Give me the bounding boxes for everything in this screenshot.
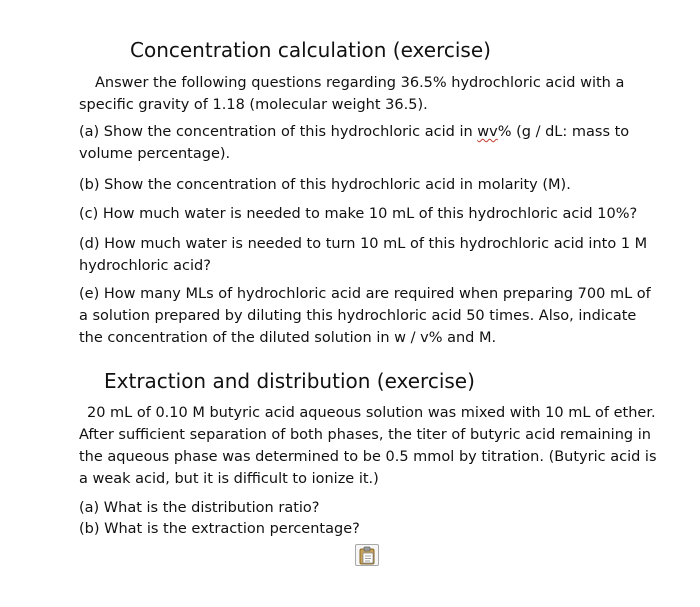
question-a-text-end: % (g / dL: mass to volume percentage). bbox=[79, 124, 630, 162]
section-title-extraction: Extraction and distribution (exercise) bbox=[104, 369, 475, 393]
question-e-dilution: (e) How many MLs of hydrochloric acid are required when preparing 700 mL of a solution prepared by diluting this hydrochloric acid 50 times. Also, indicate the concentration of the diluted solution in w / v% and M. bbox=[79, 286, 651, 346]
question-distribution-ratio: (a) What is the distribution ratio? bbox=[79, 500, 320, 516]
question-a-wv-percent bbox=[79, 121, 664, 165]
concentration-intro: Answer the following questions regarding 36.5% hydrochloric acid with a specific gravity of 1.18 (molecular weight 36.5). bbox=[79, 75, 625, 113]
question-d-water-1m: (d) How much water is needed to turn 10 mL of this hydrochloric acid into 1 M hydrochloric acid? bbox=[79, 236, 648, 274]
extraction-intro: 20 mL of 0.10 M butyric acid aqueous solution was mixed with 10 mL of ether. After sufficient separation of both phases, the titer of butyric acid remaining in the aqueous phase was determined to be 0.5 mmol by titration. (Butyric acid is a weak acid, but it is difficult to ionize it.) bbox=[79, 405, 657, 487]
question-extraction-percentage: (b) What is the extraction percentage? bbox=[79, 521, 360, 537]
section-title-concentration: Concentration calculation (exercise) bbox=[130, 38, 491, 62]
paste-options-button[interactable] bbox=[355, 544, 379, 566]
question-b-molarity: (b) Show the concentration of this hydrochloric acid in molarity (M). bbox=[79, 177, 571, 193]
question-c-water-10-percent: (c) How much water is needed to make 10 mL of this hydrochloric acid 10%? bbox=[79, 206, 638, 222]
spellcheck-flagged-word[interactable]: wv bbox=[477, 124, 498, 140]
clipboard-icon bbox=[359, 546, 375, 565]
question-a-text-start: (a) Show the concentration of this hydrochloric acid in bbox=[79, 124, 478, 140]
